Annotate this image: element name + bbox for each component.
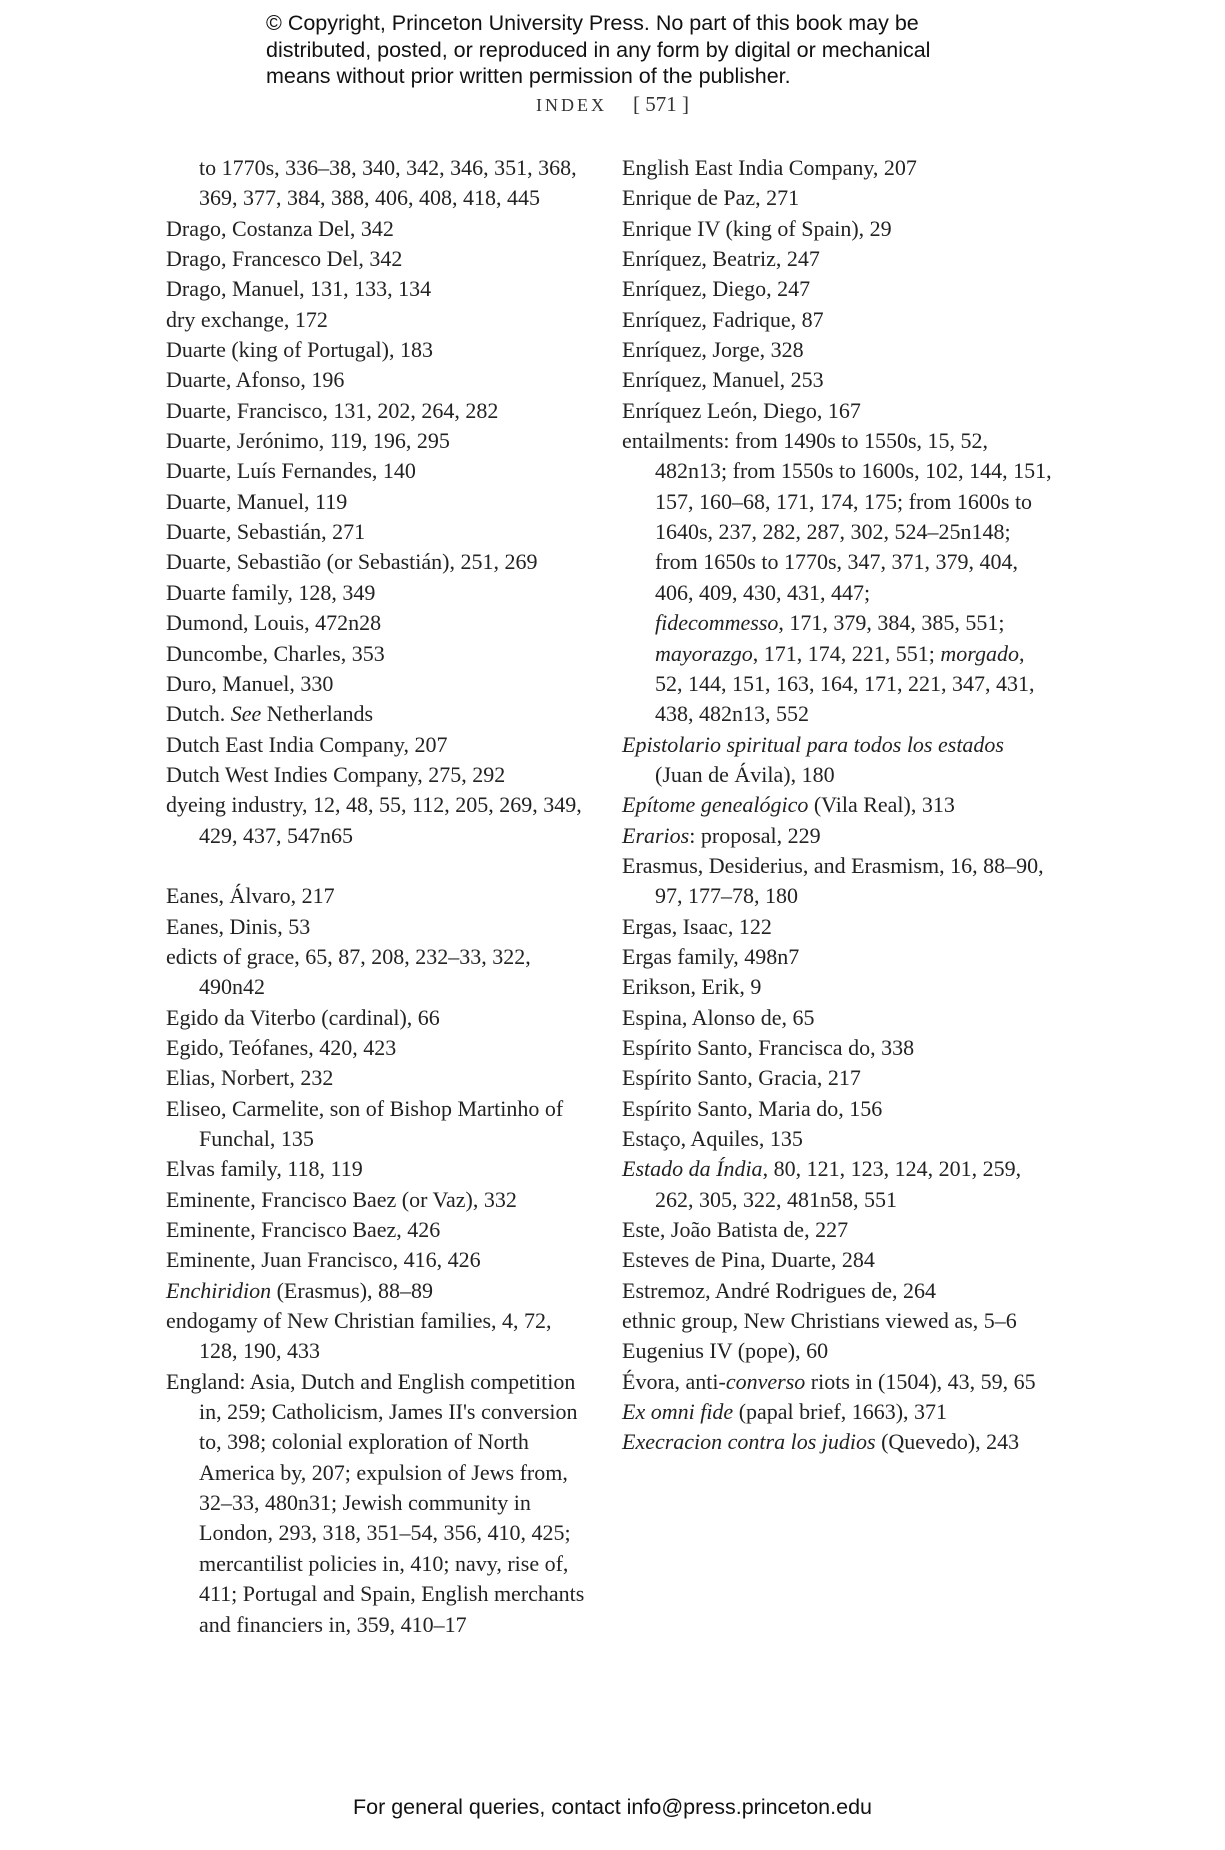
- index-entry: Elvas family, 118, 119: [166, 1156, 363, 1182]
- index-entry: Espírito Santo, Maria do, 156: [622, 1095, 883, 1121]
- index-entry: Duarte, Luís Fernandes, 140: [166, 458, 416, 484]
- index-entry: Enríquez, Beatriz, 247: [622, 246, 820, 272]
- copyright-line-1: © Copyright, Princeton University Press. No part of this book may be: [266, 11, 919, 35]
- index-entry: endogamy of New Christian families, 4, 72, 128, 190, 433: [166, 1308, 552, 1364]
- copyright-line-3: means without prior written permission of the publisher.: [266, 64, 791, 88]
- index-entry: Espina, Alonso de, 65: [622, 1004, 815, 1030]
- index-entry: Duro, Manuel, 330: [166, 670, 334, 696]
- index-entry: Enrique de Paz, 271: [622, 185, 800, 211]
- index-entry: Epistolario spiritual para todos los estados (Juan de Ávila), 180: [622, 731, 1004, 787]
- index-entry: Egido, Teófanes, 420, 423: [166, 1034, 397, 1060]
- index-entry: Duarte, Manuel, 119: [166, 488, 348, 514]
- index-entry: Erikson, Erik, 9: [622, 974, 762, 1000]
- index-entry: Eminente, Francisco Baez, 426: [166, 1217, 441, 1243]
- index-entry: Enríquez, Manuel, 253: [622, 367, 824, 393]
- index-entry: Eminente, Francisco Baez (or Vaz), 332: [166, 1186, 517, 1212]
- index-entry: Eminente, Juan Francisco, 416, 426: [166, 1247, 481, 1273]
- index-entry: Erarios: proposal, 229: [622, 822, 821, 848]
- index-entry: Drago, Manuel, 131, 133, 134: [166, 276, 432, 302]
- index-entry: Espírito Santo, Gracia, 217: [622, 1065, 861, 1091]
- index-entry: Enríquez, Jorge, 328: [622, 337, 804, 363]
- index-entry: Drago, Francesco Del, 342: [166, 246, 403, 272]
- index-entry: Duarte, Sebastião (or Sebastián), 251, 269: [166, 549, 538, 575]
- index-entry: Elias, Norbert, 232: [166, 1065, 334, 1091]
- index-entry: dry exchange, 172: [166, 306, 328, 332]
- index-entry: Egido da Viterbo (cardinal), 66: [166, 1004, 440, 1030]
- index-entry: to 1770s, 336–38, 340, 342, 346, 351, 368, 369, 377, 384, 388, 406, 408, 418, 445: [199, 155, 577, 211]
- index-entry: Eanes, Dinis, 53: [166, 913, 311, 939]
- index-entry: Dumond, Louis, 472n28: [166, 610, 382, 636]
- index-entry: Enrique IV (king of Spain), 29: [622, 215, 892, 241]
- page-number: [ 571 ]: [633, 92, 689, 116]
- index-entry: Dutch. See Netherlands: [166, 701, 374, 727]
- index-entry: English East India Company, 207: [622, 155, 917, 180]
- index-entry: Enríquez, Fadrique, 87: [622, 306, 824, 332]
- index-entry: Enríquez, Diego, 247: [622, 276, 811, 302]
- index-entry: Eanes, Álvaro, 217: [166, 883, 335, 909]
- index-entry: Esteves de Pina, Duarte, 284: [622, 1247, 875, 1273]
- index-entry: Estado da Índia, 80, 121, 123, 124, 201, 259, 262, 305, 322, 481n58, 551: [622, 1156, 1022, 1212]
- index-entry: Dutch East India Company, 207: [166, 731, 448, 757]
- index-entry: Duncombe, Charles, 353: [166, 640, 385, 666]
- index-entry: Duarte family, 128, 349: [166, 579, 376, 605]
- index-column-right: [622, 153, 1052, 1458]
- index-entry-continuation: fidecommesso, 171, 379, 384, 385, 551;: [655, 610, 1005, 636]
- index-entry: Ergas family, 498n7: [622, 943, 800, 969]
- index-entry: Duarte, Afonso, 196: [166, 367, 345, 393]
- index-entry: Ex omni fide (papal brief, 1663), 371: [622, 1399, 948, 1425]
- index-column-left: [166, 153, 591, 1640]
- index-entry: Dutch West Indies Company, 275, 292: [166, 761, 506, 787]
- index-entry: ethnic group, New Christians viewed as, 5–6: [622, 1308, 1017, 1334]
- index-entry: Enchiridion (Erasmus), 88–89: [166, 1277, 434, 1303]
- index-entry: entailments: from 1490s to 1550s, 15, 52, 482n13; from 1550s to 1600s, 102, 144, 151, 157, 160–68, 171, 174, 175; from 1600s to 1640s, 237, 282, 287, 302, 524–25n148; from 1650s to 1770s, 347, 371, 379, 404, 406, 409, 430, 431, 447;: [622, 428, 1052, 605]
- index-entry: Este, João Batista de, 227: [622, 1217, 849, 1243]
- index-entry: Erasmus, Desiderius, and Erasmism, 16, 88–90, 97, 177–78, 180: [622, 852, 1044, 909]
- running-head-label: INDEX: [536, 95, 607, 115]
- index-entry: Eliseo, Carmelite, son of Bishop Martinho of Funchal, 135: [166, 1095, 564, 1151]
- index-entry: Évora, anti-converso riots in (1504), 43, 59, 65: [622, 1368, 1036, 1394]
- copyright-notice: [266, 10, 1026, 90]
- index-entry: Drago, Costanza Del, 342: [166, 215, 394, 241]
- index-entry: Estremoz, André Rodrigues de, 264: [622, 1277, 937, 1303]
- index-entry: Duarte, Francisco, 131, 202, 264, 282: [166, 397, 499, 423]
- index-entry: Espírito Santo, Francisca do, 338: [622, 1034, 915, 1060]
- index-entry: England: Asia, Dutch and English competition in, 259; Catholicism, James II's conversion to, 398; colonial exploration of North America by, 207; expulsion of Jews from, 32–33, 480n31; Jewish community in London, 293, 318, 351–54, 356, 410, 425; mercantilist policies in, 410; navy, rise of, 411; Portugal and Spain, English merchants and financiers in, 359, 410–17: [166, 1368, 585, 1637]
- index-entry: Epítome genealógico (Vila Real), 313: [622, 792, 955, 818]
- index-entry: dyeing industry, 12, 48, 55, 112, 205, 269, 349, 429, 437, 547n65: [166, 792, 582, 848]
- footer-contact: For general queries, contact info@press.princeton.edu: [352, 1795, 872, 1819]
- index-entry: Enríquez León, Diego, 167: [622, 397, 861, 423]
- index-entry: Eugenius IV (pope), 60: [622, 1338, 829, 1364]
- index-entry: Execracion contra los judios (Quevedo), 243: [622, 1429, 1020, 1455]
- index-entry: Duarte, Sebastián, 271: [166, 519, 366, 545]
- index-entry: Duarte, Jerónimo, 119, 196, 295: [166, 428, 450, 454]
- index-entry-continuation: mayorazgo, 171, 174, 221, 551; morgado, 52, 144, 151, 163, 164, 171, 221, 347, 431, 438, 482n13, 552: [655, 640, 1035, 727]
- section-gap: [166, 851, 591, 881]
- running-head: [0, 92, 1225, 117]
- copyright-line-2: distributed, posted, or reproduced in any form by digital or mechanical: [266, 37, 931, 62]
- index-entry: Ergas, Isaac, 122: [622, 913, 772, 939]
- index-entry: edicts of grace, 65, 87, 208, 232–33, 322, 490n42: [166, 943, 531, 1000]
- index-entry: Duarte (king of Portugal), 183: [166, 337, 433, 363]
- index-entry: Estaço, Aquiles, 135: [622, 1126, 803, 1151]
